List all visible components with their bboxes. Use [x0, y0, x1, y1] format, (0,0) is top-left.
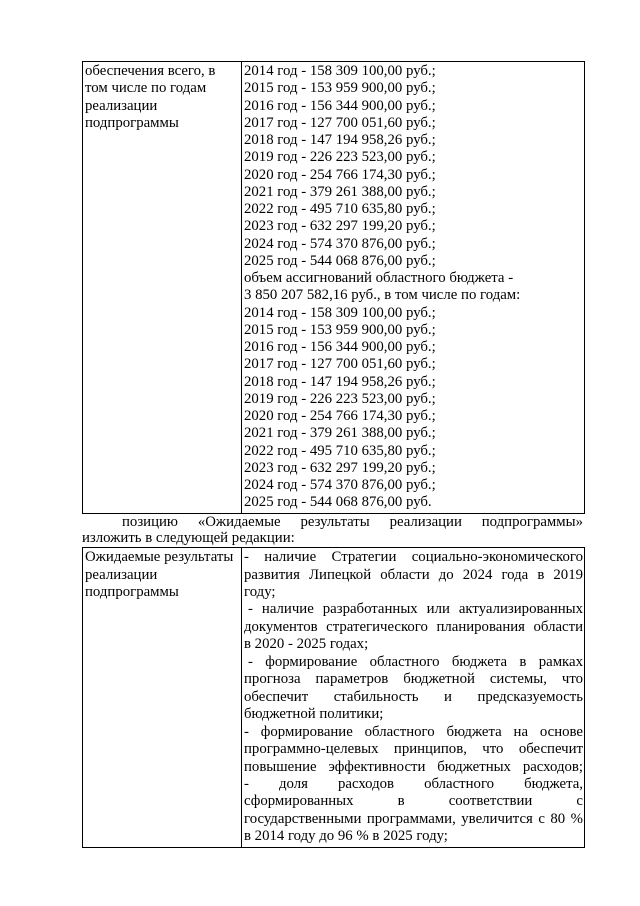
funding-value-line: 2015 год - 153 959 900,00 руб.;	[244, 80, 436, 97]
expected-results-line: программно-целевых принципов, что обеспечит	[244, 741, 583, 758]
expected-results-values-cell	[242, 548, 585, 848]
expected-results-line: году;	[244, 584, 276, 600]
funding-label-line: реализации	[85, 97, 158, 114]
expected-results-label-line: подпрограммы	[85, 584, 179, 600]
funding-value-line: 2021 год - 379 261 388,00 руб.;	[244, 183, 436, 200]
expected-results-label-cell	[83, 548, 242, 848]
funding-value-line: 2017 год - 127 700 051,60 руб.;	[244, 356, 436, 373]
funding-value-line: 2014 год - 158 309 100,00 руб.;	[244, 63, 436, 79]
funding-value-line: 2018 год - 147 194 958,26 руб.;	[244, 373, 436, 390]
funding-value-line: 2025 год - 544 068 876,00 руб.;	[244, 252, 436, 269]
funding-value-line: объем ассигнований областного бюджета -	[244, 270, 514, 286]
funding-value-line: 2025 год - 544 068 876,00 руб.	[244, 494, 432, 511]
funding-value-line: 2015 год - 153 959 900,00 руб.;	[244, 321, 436, 338]
funding-value-line: 2023 год - 632 297 199,20 руб.;	[244, 218, 436, 235]
funding-row	[83, 62, 585, 514]
funding-value-line: 2020 год - 254 766 174,30 руб.;	[244, 166, 436, 183]
funding-values-cell	[242, 62, 585, 514]
expected-results-line: в 2020 - 2025 годах;	[244, 636, 369, 653]
funding-label-line: обеспечения всего, в	[85, 63, 216, 79]
amendment-instruction	[82, 514, 583, 548]
expected-results-line: в 2014 году до 96 % в 2025 году;	[244, 828, 448, 845]
funding-value-line: 2023 год - 632 297 199,20 руб.;	[244, 459, 436, 476]
expected-results-line: государственными программами, увеличится с 80 %	[244, 810, 583, 827]
expected-results-line: обеспечит стабильность и предсказуемость	[244, 688, 583, 705]
funding-value-line: 2020 год - 254 766 174,30 руб.;	[244, 408, 436, 424]
funding-table	[82, 61, 585, 514]
expected-results-line: развития Липецкой области до 2024 года в 2019	[244, 566, 583, 583]
funding-value-line: 2014 год - 158 309 100,00 руб.;	[244, 304, 436, 321]
funding-label-line: том числе по годам	[85, 80, 207, 97]
expected-results-line: сформированных в соответствии с	[244, 793, 583, 810]
funding-value-line: 2016 год - 156 344 900,00 руб.;	[244, 339, 436, 355]
expected-results-row	[83, 548, 585, 848]
instruction-line: изложить в следующей редакции:	[82, 530, 295, 547]
expected-results-line: - формирование областного бюджета на основе	[244, 723, 583, 740]
instruction-line: позицию «Ожидаемые результаты реализации подпрограммы»	[122, 513, 583, 530]
funding-value-line: 2017 год - 127 700 051,60 руб.;	[244, 114, 436, 131]
funding-value-line: 2021 год - 379 261 388,00 руб.;	[244, 425, 436, 442]
expected-results-table	[82, 547, 585, 848]
expected-results-label-line: Ожидаемые результаты	[85, 549, 234, 566]
funding-label-line: подпрограммы	[85, 114, 179, 131]
expected-results-line: - наличие разработанных или актуализированных	[248, 601, 583, 618]
funding-value-line: 3 850 207 582,16 руб., в том числе по годам:	[244, 287, 521, 304]
expected-results-line: прогноза параметров бюджетной системы, что	[244, 671, 583, 688]
expected-results-line: - формирование областного бюджета в рамках	[248, 653, 583, 670]
funding-value-line: 2019 год - 226 223 523,00 руб.;	[244, 390, 436, 407]
expected-results-line: документов стратегического планирования области	[244, 618, 583, 635]
document-body	[82, 61, 584, 848]
funding-value-line: 2019 год - 226 223 523,00 руб.;	[244, 149, 436, 166]
funding-value-line: 2022 год - 495 710 635,80 руб.;	[244, 442, 436, 459]
funding-label-cell	[83, 62, 242, 514]
expected-results-line: - наличие Стратегии социально-экономического	[244, 549, 583, 566]
funding-value-line: 2024 год - 574 370 876,00 руб.;	[244, 477, 436, 493]
expected-results-label-line: реализации	[85, 566, 158, 583]
expected-results-line: бюджетной политики;	[244, 706, 384, 723]
expected-results-line: повышение эффективности бюджетных расходов;	[244, 758, 583, 775]
expected-results-line: - доля расходов областного бюджета,	[244, 775, 583, 792]
funding-value-line: 2022 год - 495 710 635,80 руб.;	[244, 201, 436, 217]
funding-value-line: 2016 год - 156 344 900,00 руб.;	[244, 97, 436, 114]
funding-value-line: 2024 год - 574 370 876,00 руб.;	[244, 235, 436, 252]
funding-value-line: 2018 год - 147 194 958,26 руб.;	[244, 132, 436, 148]
